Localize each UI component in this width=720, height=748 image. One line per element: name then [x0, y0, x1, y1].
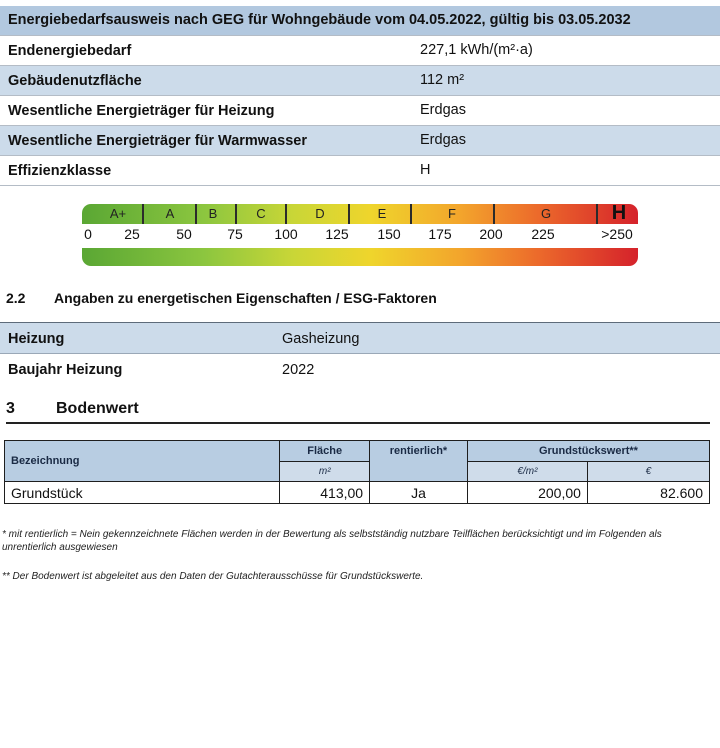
class-label-c: C — [256, 206, 266, 221]
scale-divider — [195, 204, 197, 224]
energy-row-value: Erdgas — [420, 132, 466, 148]
class-label-g: G — [540, 206, 552, 221]
class-label-d: D — [315, 206, 325, 221]
section-title: Bodenwert — [56, 400, 139, 417]
cell-rentierlich: Ja — [370, 482, 468, 504]
energy-row-label: Endenergiebedarf — [8, 43, 132, 59]
scale-tick-label: 75 — [227, 226, 243, 242]
scale-tick-label: 150 — [377, 226, 401, 242]
energy-row-endenergiebedarf — [0, 36, 720, 66]
energy-row-warmwasser — [0, 126, 720, 156]
esg-row-heizung — [0, 323, 720, 354]
class-label-h-active: H — [611, 202, 627, 224]
scale-tick-label: 200 — [479, 226, 503, 242]
scale-tick-label: 0 — [84, 226, 92, 242]
header-bezeichnung: Bezeichnung — [5, 441, 280, 482]
unit-wert-pro-m2: €/m² — [467, 462, 587, 482]
efficiency-scale-bottom-bar — [82, 248, 638, 266]
class-label-b: B — [208, 206, 218, 221]
scale-divider — [235, 204, 237, 224]
scale-tick-label: 50 — [176, 226, 192, 242]
energy-certificate-title: Energiebedarfsausweis nach GEG für Wohngebäude vom 04.05.2022, gültig bis 03.05.2032 — [8, 12, 631, 28]
energy-row-effizienzklasse — [0, 156, 720, 186]
section-2-2-heading — [6, 290, 437, 306]
cell-bezeichnung: Grundstück — [5, 482, 280, 504]
energy-row-value: Erdgas — [420, 102, 466, 118]
class-label-f: F — [448, 206, 456, 221]
section-number: 3 — [6, 400, 15, 417]
energy-row-nutzflaeche — [0, 66, 720, 96]
esg-row-value: 2022 — [282, 362, 315, 378]
section-title: Angaben zu energetischen Eigenschaften / ESG-Faktoren — [54, 290, 437, 306]
land-value-table — [4, 440, 710, 504]
footnote-rentierlich: * mit rentierlich = Nein gekennzeichnete Flächen werden in der Bewertung als selbstständig nutzbare Teilflächen berücksichtigt und im Folgenden als unrentierlich ausgewiesen — [2, 529, 662, 553]
energy-row-value: H — [420, 162, 431, 178]
esg-properties-table — [0, 322, 720, 385]
cell-wert-pro-m2: 200,00 — [467, 482, 587, 504]
footnote-bodenwert: ** Der Bodenwert ist abgeleitet aus den Daten der Gutachterausschüsse für Grundstückswerte. — [2, 571, 424, 582]
scale-tick-label: 100 — [274, 226, 298, 242]
energy-row-value: 112 m² — [420, 72, 465, 88]
scale-divider — [142, 204, 144, 224]
land-table-header-row — [5, 441, 710, 462]
unit-wert: € — [587, 462, 709, 482]
esg-row-value: Gasheizung — [282, 331, 360, 347]
esg-row-label: Heizung — [8, 331, 65, 347]
scale-divider — [348, 204, 350, 224]
section-3-heading — [6, 400, 710, 424]
cell-flaeche: 413,00 — [280, 482, 370, 504]
scale-tick-label: 175 — [428, 226, 452, 242]
energy-certificate-header — [0, 6, 720, 36]
scale-divider — [410, 204, 412, 224]
unit-flaeche: m² — [280, 462, 370, 482]
energy-row-label: Gebäudenutzfläche — [8, 73, 142, 89]
cell-wert: 82.600 — [587, 482, 709, 504]
esg-row-baujahr — [0, 354, 720, 385]
scale-divider — [493, 204, 495, 224]
scale-tick-label: 225 — [531, 226, 555, 242]
class-label-e: E — [377, 206, 387, 221]
section-number: 2.2 — [6, 290, 26, 306]
class-label-a: A — [165, 206, 175, 221]
scale-tick-label: 125 — [325, 226, 349, 242]
header-rentierlich: rentierlich* — [370, 441, 468, 482]
scale-tick-label: >250 — [601, 226, 633, 242]
energy-row-label: Wesentliche Energieträger für Heizung — [8, 103, 275, 119]
scale-divider — [285, 204, 287, 224]
scale-tick-label: 25 — [124, 226, 140, 242]
header-flaeche: Fläche — [280, 441, 370, 462]
energy-certificate-table — [0, 6, 720, 186]
energy-row-label: Wesentliche Energieträger für Warmwasser — [8, 133, 307, 149]
energy-row-label: Effizienzklasse — [8, 163, 112, 179]
header-grundstueckswert: Grundstückswert** — [467, 441, 709, 462]
scale-divider — [596, 204, 598, 224]
energy-row-value: 227,1 kWh/(m²·a) — [420, 42, 533, 58]
table-row — [5, 482, 710, 504]
energy-row-heizung — [0, 96, 720, 126]
class-label-a-plus: A+ — [109, 206, 127, 221]
efficiency-scale — [82, 204, 638, 266]
esg-row-label: Baujahr Heizung — [8, 362, 123, 378]
